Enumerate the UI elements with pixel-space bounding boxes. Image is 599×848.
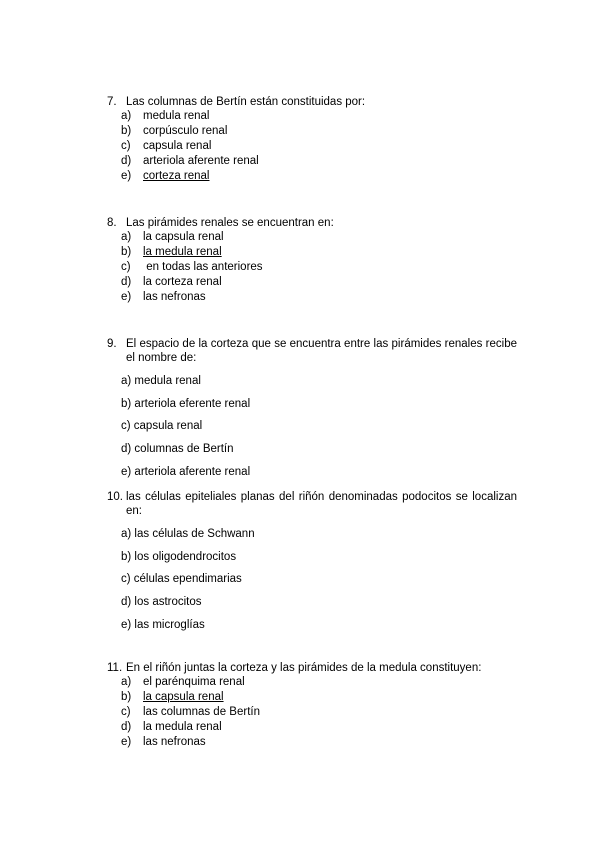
option-letter: b) [121, 691, 132, 703]
question-8 [107, 216, 517, 305]
option-text: arteriola aferente renal [143, 155, 259, 167]
option-b [121, 245, 517, 260]
option-c: c) células ependimarias [121, 573, 242, 586]
question-number: 9. [107, 338, 117, 350]
option-b: b) los oligodendrocitos [121, 550, 237, 563]
option-text: en todas las anteriores [143, 261, 263, 273]
option-letter: e) [121, 170, 132, 182]
option-letter: d) [121, 276, 132, 288]
option-d [121, 720, 517, 735]
option-e [121, 169, 517, 184]
question-number: 11. [107, 662, 123, 674]
option-letter: a) [121, 110, 132, 122]
option-b [121, 124, 517, 139]
option-d: d) los astrocitos [121, 596, 202, 609]
question-text: las células epiteliales planas del riñón denominadas podocitos se localizan en: [126, 491, 517, 517]
question-stem [107, 490, 517, 518]
option-text-correct: la capsula renal [143, 691, 224, 703]
option-letter: d) [121, 721, 132, 733]
option-e [121, 735, 517, 750]
option-e [121, 290, 517, 305]
option-text: medula renal [143, 110, 210, 122]
question-9 [107, 337, 517, 487]
option-d [121, 154, 517, 169]
option-text: la capsula renal [143, 231, 224, 243]
option-e: e) arteriola aferente renal [121, 465, 251, 478]
option-text: las columnas de Bertín [143, 706, 260, 718]
option-c [121, 139, 517, 154]
options-list [121, 675, 517, 750]
option-text: corpúsculo renal [143, 125, 228, 137]
option-text: capsula renal [143, 140, 212, 152]
option-text-correct: corteza renal [143, 170, 210, 182]
option-c [121, 705, 517, 720]
option-a: a) medula renal [121, 375, 201, 387]
option-text: la corteza renal [143, 276, 222, 288]
question-text: Las columnas de Bertín están constituidas por: [126, 96, 366, 108]
option-text-correct: la medula renal [143, 246, 222, 258]
option-c: c) capsula renal [121, 420, 203, 433]
question-7 [107, 95, 517, 184]
option-text: las nefronas [143, 291, 206, 303]
option-letter: c) [121, 140, 131, 152]
option-a [121, 675, 517, 690]
option-b: b) arteriola eferente renal [121, 397, 251, 410]
question-stem [107, 216, 517, 230]
options-list [121, 527, 517, 640]
options-list [121, 109, 517, 184]
option-d [121, 275, 517, 290]
option-letter: a) [121, 231, 132, 243]
option-letter: b) [121, 246, 132, 258]
option-a: a) las células de Schwann [121, 528, 255, 540]
option-a [121, 230, 517, 245]
options-list [121, 230, 517, 305]
option-letter: d) [121, 155, 132, 167]
option-text: el parénquima renal [143, 676, 245, 688]
question-number: 8. [107, 217, 117, 229]
question-text: En el riñón juntas la corteza y las pirámides de la medula constituyen: [126, 662, 482, 674]
question-stem [107, 337, 517, 365]
question-number: 7. [107, 96, 117, 108]
option-letter: c) [121, 706, 131, 718]
option-text: la medula renal [143, 721, 222, 733]
option-letter: b) [121, 125, 132, 137]
option-letter: e) [121, 736, 132, 748]
option-c [121, 260, 517, 275]
question-text: Las pirámides renales se encuentran en: [126, 217, 334, 229]
question-stem [107, 661, 517, 675]
option-letter: e) [121, 291, 132, 303]
option-text: las nefronas [143, 736, 206, 748]
option-a [121, 109, 517, 124]
options-list [121, 374, 517, 487]
option-b [121, 690, 517, 705]
question-stem [107, 95, 517, 109]
question-10 [107, 490, 517, 640]
option-letter: a) [121, 676, 132, 688]
question-number: 10. [107, 491, 123, 503]
question-11 [107, 661, 517, 750]
option-d: d) columnas de Bertín [121, 443, 234, 456]
question-text: El espacio de la corteza que se encuentra entre las pirámides renales recibe el nombre de: [126, 338, 517, 364]
option-letter: c) [121, 261, 131, 273]
option-e: e) las microglías [121, 618, 205, 631]
